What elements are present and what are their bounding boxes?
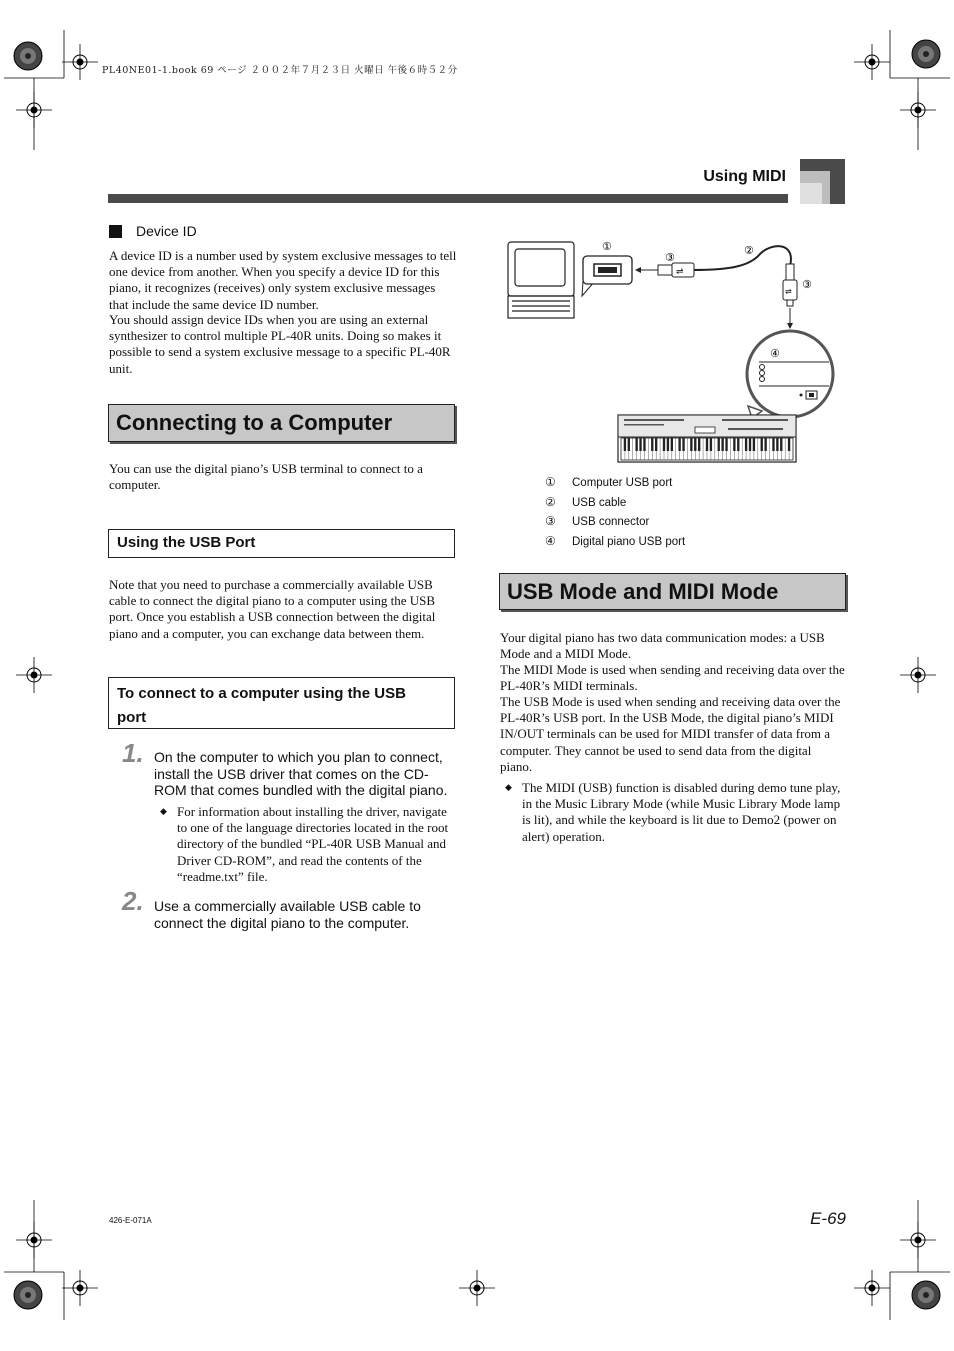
usb-port-paragraph: Note that you need to purchase a commercially available USB cable to connect the digital piano to a computer using the USB port. Once you establish a USB connection between the digital piano and a computer, you can exchange data between them.	[109, 577, 436, 641]
section-usb-midi-title: USB Mode and MIDI Mode	[507, 579, 779, 604]
svg-text:⇌: ⇌	[785, 287, 792, 296]
diagram-legend	[545, 473, 685, 551]
step-1-text: On the computer to which you plan to connect, install the USB driver that comes on the CD-ROM that comes bundled with the digital piano.	[154, 749, 448, 798]
usb-midi-paragraph-2: The MIDI Mode is used when sending and receiving data over the PL-40R’s MIDI terminals.	[500, 662, 845, 694]
procedure-title: To connect to a computer using the USB port	[117, 685, 406, 726]
connecting-intro: You can use the digital piano’s USB terminal to connect to a computer.	[109, 461, 423, 493]
usb-midi-paragraph-3: The USB Mode is used when sending and receiving data over the PL-40R’s USB port. In the USB Mode, the digital piano’s MIDI IN/OUT terminals can be used for MIDI transfer of data from a computer. They cannot be used to send data from the digital piano.	[500, 694, 841, 774]
diamond-bullet-icon: ◆	[505, 782, 512, 792]
chapter-tab	[800, 159, 845, 204]
legend-item: ② USB cable	[545, 494, 627, 509]
usb-midi-bullet: The MIDI (USB) function is disabled during demo tune play, in the Music Library Mode (while Music Library Mode lamp is lit), and while the keyboard is lit due to Demo2 (power on alert) operation.	[522, 780, 841, 844]
chapter-rule	[108, 194, 788, 203]
subsection-usb-port-title: Using the USB Port	[117, 534, 256, 551]
legend-item: ③ USB connector	[545, 514, 650, 528]
usb-connection-diagram	[500, 236, 845, 468]
device-id-paragraph-2: You should assign device IDs when you are using an external synthesizer to control multiple PL-40R units. Doing so makes it possible to send a system exclusive message to a specific PL-40R unit.	[109, 312, 451, 376]
legend-item: ① Computer USB port	[545, 475, 673, 489]
diamond-bullet-icon: ◆	[160, 806, 167, 816]
step-1-bullet: For information about installing the driver, navigate to one of the language directories located in the root directory of the bundled “PL-40R USB Manual and Driver CD-ROM”, and read the contents of the “readme.txt” file.	[177, 804, 449, 884]
callout-4: ④	[770, 347, 780, 360]
digital-piano-illustration	[618, 415, 796, 462]
callout-1: ①	[602, 240, 612, 253]
callout-3a: ③	[665, 251, 675, 264]
legend-item: ④ Digital piano USB port	[545, 533, 686, 548]
procedure-box	[108, 677, 455, 729]
callout-3b: ③	[802, 278, 812, 291]
chapter-title: Using MIDI	[703, 168, 786, 185]
section-connecting	[108, 404, 455, 442]
subsection-usb-port	[108, 529, 455, 558]
device-id-paragraph-1: A device ID is a number used by system exclusive messages to tell one device from another. When you specify a device ID for this piano, it recognizes (receives) only system exclusive messages that include the same device ID number.	[109, 248, 457, 312]
step-2-text: Use a commercially available USB cable to connect the digital piano to the computer.	[154, 898, 421, 931]
section-usb-midi	[499, 573, 846, 610]
callout-2: ②	[744, 244, 754, 257]
computer-illustration	[508, 242, 574, 318]
footer-code: 426-E-071A	[109, 1216, 152, 1225]
step-2-number: 2.	[122, 886, 144, 916]
book-header: PL40NE01-1.book 69 ページ ２００２年７月２３日 火曜日 午後６時５２分	[102, 65, 458, 76]
section-connecting-title: Connecting to a Computer	[116, 410, 393, 435]
device-id-heading: Device ID	[109, 223, 197, 241]
page-number: E-69	[810, 1209, 846, 1228]
step-1-number: 1.	[122, 738, 144, 768]
svg-text:⇌: ⇌	[676, 267, 684, 277]
square-bullet-icon	[109, 225, 122, 238]
usb-midi-paragraph-1: Your digital piano has two data communication modes: a USB Mode and a MIDI Mode.	[500, 630, 825, 662]
